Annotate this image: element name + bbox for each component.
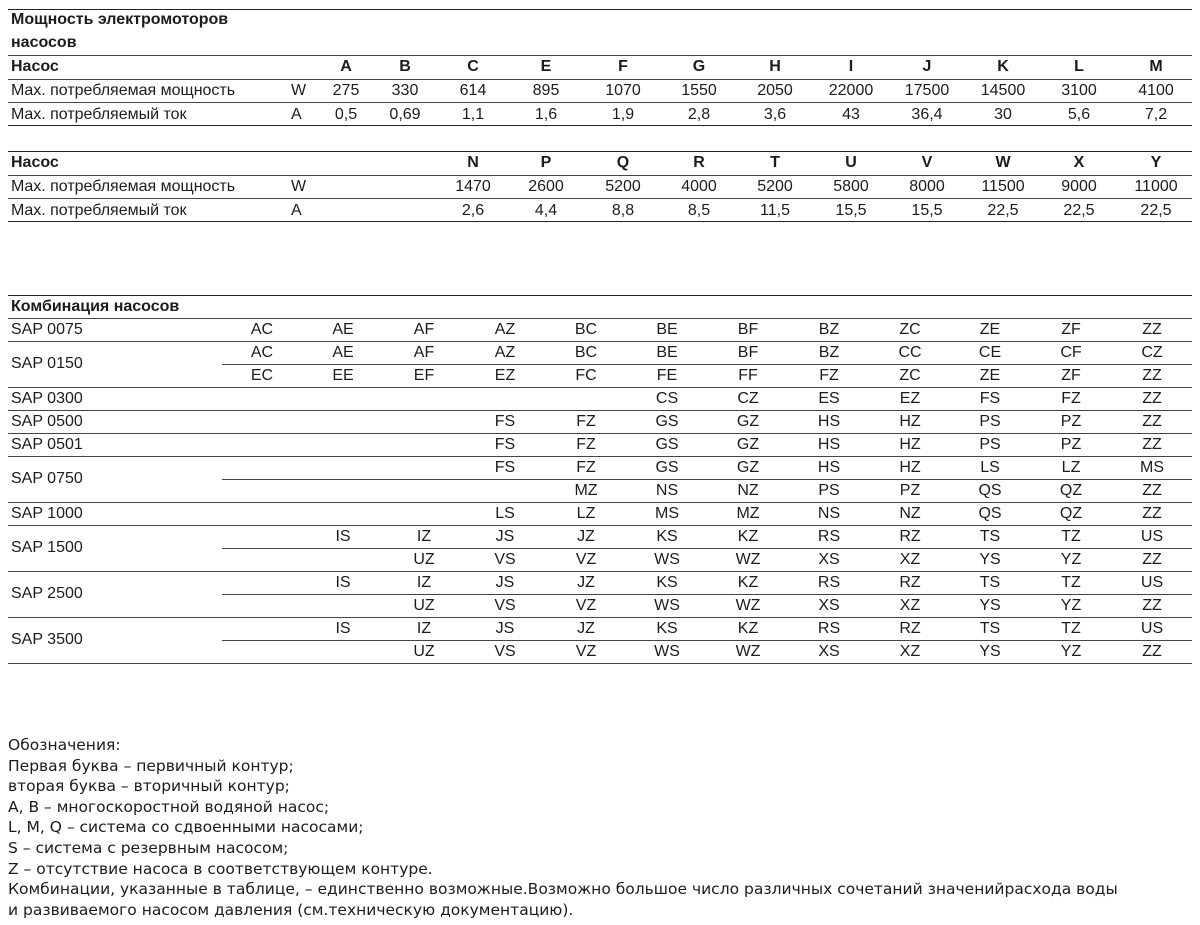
current-value: 22,5	[987, 202, 1019, 219]
combination-code: RZ	[899, 574, 921, 591]
combination-code: KS	[656, 528, 678, 545]
row-divider	[8, 410, 1192, 411]
current-value: 5,6	[1067, 106, 1091, 123]
current-value: 43	[842, 106, 860, 123]
combination-code: FS	[494, 413, 516, 430]
combination-code: ZZ	[1142, 436, 1162, 453]
combination-code: BF	[737, 344, 759, 361]
combination-code: IZ	[416, 528, 432, 545]
table-bottom-rule	[8, 221, 1192, 222]
sub-row-divider	[222, 594, 1192, 595]
pump-letter: H	[769, 58, 781, 75]
current-value: 1,9	[611, 106, 635, 123]
combination-code: HS	[817, 413, 841, 430]
legend-line: A, B – многоскоростной водяной насос;	[8, 797, 330, 816]
combination-code: PS	[818, 482, 840, 499]
pump-letter: M	[1149, 58, 1163, 75]
pump-letter: E	[540, 58, 552, 75]
combination-code: BC	[574, 344, 598, 361]
combination-code: RZ	[899, 528, 921, 545]
pump-letter: F	[618, 58, 628, 75]
combination-code: RS	[817, 620, 841, 637]
combination-code: JS	[495, 528, 515, 545]
combination-code: YS	[979, 643, 1001, 660]
current-value: 15,5	[835, 202, 867, 219]
combination-code: QZ	[1059, 505, 1083, 522]
combination-code: CE	[978, 344, 1002, 361]
combination-code: FE	[656, 367, 678, 384]
pump-letter: K	[997, 58, 1009, 75]
combination-code: KZ	[737, 574, 759, 591]
combination-code: US	[1140, 620, 1164, 637]
sap-model-label: SAP 2500	[11, 585, 83, 602]
combination-code: RS	[817, 528, 841, 545]
table-bottom-rule	[8, 125, 1192, 126]
pump-letter: V	[921, 154, 933, 171]
combination-code: QZ	[1059, 482, 1083, 499]
combination-code: AF	[413, 344, 435, 361]
combination-code: JS	[495, 574, 515, 591]
combination-code: XS	[818, 597, 840, 614]
combination-code: AF	[413, 321, 435, 338]
pump-letter: X	[1073, 154, 1085, 171]
combination-code: VZ	[575, 597, 597, 614]
combination-code: KZ	[737, 528, 759, 545]
combination-code: AZ	[494, 344, 516, 361]
pump-letter: Y	[1150, 154, 1162, 171]
combination-code: CZ	[1141, 344, 1163, 361]
legend-line: Обозначения:	[8, 736, 121, 754]
combination-code: BE	[656, 344, 678, 361]
power-value: 9000	[1061, 178, 1097, 195]
combination-code: BZ	[818, 321, 840, 338]
combination-code: FZ	[576, 436, 596, 453]
combination-code: ZZ	[1142, 643, 1162, 660]
combination-code: JS	[495, 620, 515, 637]
combination-code: RS	[817, 574, 841, 591]
combination-code: ZZ	[1142, 551, 1162, 568]
legend-line: Первая буква – первичный контур;	[8, 756, 294, 775]
power-value: 11500	[981, 178, 1025, 195]
combination-code: QS	[978, 505, 1002, 522]
combination-code: GS	[655, 413, 679, 430]
combination-code: LS	[980, 459, 1000, 476]
combination-code: PZ	[899, 482, 921, 499]
combination-code: KS	[656, 620, 678, 637]
sap-model-label: SAP 0300	[11, 389, 83, 407]
combination-code: JZ	[577, 574, 595, 591]
combination-code: US	[1140, 574, 1164, 591]
combination-code: YZ	[1060, 551, 1082, 568]
combination-code: WS	[654, 597, 680, 614]
combination-code: BZ	[818, 344, 840, 361]
unit-label: A	[291, 106, 302, 123]
combination-code: PS	[979, 413, 1001, 430]
legend-line: L, M, Q – система со сдвоенными насосами;	[8, 818, 364, 837]
combination-code: CZ	[737, 390, 759, 407]
combination-code: FF	[738, 367, 758, 384]
sap-model-label: SAP 0501	[11, 435, 83, 453]
pump-letter: T	[770, 154, 780, 171]
combination-code: YS	[979, 597, 1001, 614]
combination-code: TS	[979, 620, 1001, 637]
unit-label: W	[291, 178, 307, 195]
combination-code: AC	[250, 321, 274, 338]
combination-code: XZ	[899, 597, 921, 614]
power-value: 3100	[1061, 82, 1097, 99]
table-top-rule	[8, 151, 1192, 152]
power-value: 4000	[681, 178, 717, 195]
sap-model-label: SAP 1500	[11, 539, 83, 556]
combination-code: RZ	[899, 620, 921, 637]
sap-model-label: SAP 1000	[11, 504, 83, 522]
row-divider	[8, 525, 1192, 526]
combination-code: XS	[818, 643, 840, 660]
row-divider	[8, 663, 1192, 664]
current-value: 1,1	[461, 106, 485, 123]
combination-code: MS	[655, 505, 679, 522]
combination-code: AC	[250, 344, 274, 361]
combination-code: QS	[978, 482, 1002, 499]
current-value: 2,8	[687, 106, 711, 123]
combination-code: ZZ	[1142, 597, 1162, 614]
current-value: 0,69	[389, 106, 421, 123]
row-divider	[8, 617, 1192, 618]
combination-code: CC	[898, 344, 922, 361]
combination-code: PS	[979, 436, 1001, 453]
pump-letter: P	[540, 154, 552, 171]
combination-code: US	[1140, 528, 1164, 545]
combination-code: IS	[335, 620, 351, 637]
combination-code: GS	[655, 459, 679, 476]
combination-code: ZZ	[1142, 367, 1162, 384]
combination-code: GS	[655, 436, 679, 453]
combination-code: AE	[332, 344, 354, 361]
combination-code: XZ	[899, 551, 921, 568]
legend-line: S – система с резервным насосом;	[8, 839, 289, 857]
combination-code: KS	[656, 574, 678, 591]
combination-code: EZ	[899, 390, 921, 407]
section-title: Комбинация насосов	[11, 298, 180, 315]
combination-code: VS	[494, 597, 516, 614]
row-divider	[8, 387, 1192, 388]
power-value: 4100	[1138, 82, 1174, 99]
combination-code: WS	[654, 551, 680, 568]
combination-code: FS	[979, 390, 1001, 407]
combination-code: MS	[1140, 459, 1164, 476]
power-value: 2600	[528, 178, 564, 195]
sap-model-label: SAP 0075	[11, 320, 83, 338]
combination-code: ZE	[979, 367, 1001, 384]
current-value: 7,2	[1144, 106, 1168, 123]
sap-model-label: SAP 0750	[11, 470, 83, 487]
sap-model-label: SAP 0500	[11, 412, 83, 430]
combination-code: VS	[494, 643, 516, 660]
combination-code: HS	[817, 436, 841, 453]
combination-code: GZ	[736, 459, 760, 476]
power-value: 17500	[904, 82, 950, 99]
combination-code: UZ	[413, 551, 435, 568]
combination-code: GZ	[736, 413, 760, 430]
combination-code: HZ	[899, 436, 921, 453]
row-divider	[8, 341, 1192, 342]
combination-code: IS	[335, 528, 351, 545]
combination-code: WS	[654, 643, 680, 660]
combination-code: ZC	[899, 321, 921, 338]
combination-code: HZ	[899, 459, 921, 476]
combination-code: NS	[817, 505, 841, 522]
sub-row-divider	[222, 364, 1192, 365]
combination-code: AE	[332, 321, 354, 338]
row-divider	[8, 102, 1192, 103]
combination-code: UZ	[413, 643, 435, 660]
combination-code: BC	[574, 321, 598, 338]
current-value: 1,6	[534, 106, 558, 123]
combination-code: TZ	[1061, 620, 1081, 637]
pump-letter: G	[692, 58, 706, 75]
combination-code: AZ	[494, 321, 516, 338]
power-value: 8000	[909, 178, 945, 195]
legend-line: Z – отсутствие насоса в соответствующем контуре.	[8, 859, 433, 878]
combination-code: XZ	[899, 643, 921, 660]
combination-code: VZ	[575, 551, 597, 568]
pump-letter: L	[1074, 58, 1084, 75]
row-divider	[8, 502, 1192, 503]
combination-code: FS	[494, 436, 516, 453]
row-label: Max. потребляемый ток	[11, 106, 187, 123]
combination-code: NS	[655, 482, 679, 499]
combination-code: XS	[818, 551, 840, 568]
pump-letter: N	[467, 154, 479, 171]
pump-letter: C	[467, 58, 479, 75]
row-label: Max. потребляемая мощность	[11, 82, 236, 99]
combination-code: TS	[979, 528, 1001, 545]
combination-code: ZZ	[1142, 321, 1162, 338]
row-label: Max. потребляемая мощность	[11, 178, 236, 195]
power-value: 330	[391, 82, 419, 99]
table-top-rule	[8, 9, 1192, 10]
combination-code: UZ	[413, 597, 435, 614]
combination-code: EF	[413, 367, 435, 384]
pump-letter: A	[340, 58, 352, 75]
power-value: 11000	[1134, 178, 1178, 195]
combination-code: EE	[332, 367, 354, 384]
legend-line: Комбинации, указанные в таблице, – единственно возможные.Возможно большое число различных сочетаний значенийрасхода воды	[8, 880, 1118, 899]
pump-letter: Q	[616, 154, 630, 171]
combination-code: MZ	[574, 482, 598, 499]
pump-letter: U	[845, 154, 857, 171]
sub-row-divider	[222, 479, 1192, 480]
row-divider	[8, 175, 1192, 176]
combination-code: HS	[817, 459, 841, 476]
combination-code: JZ	[577, 620, 595, 637]
combination-code: PZ	[1060, 413, 1082, 430]
power-value: 5800	[833, 178, 869, 195]
combination-code: ZF	[1061, 367, 1081, 384]
combination-code: ZE	[979, 321, 1001, 338]
combination-code: TZ	[1061, 574, 1081, 591]
table-top-rule	[8, 295, 1192, 296]
combination-code: CF	[1060, 344, 1082, 361]
power-value: 275	[332, 82, 360, 99]
combination-code: NZ	[737, 482, 759, 499]
power-value: 2050	[757, 82, 793, 99]
combination-code: BE	[656, 321, 678, 338]
power-value: 1470	[455, 178, 491, 195]
row-divider	[8, 55, 1192, 56]
row-divider	[8, 433, 1192, 434]
current-value: 2,6	[461, 202, 485, 219]
combination-code: FZ	[819, 367, 839, 384]
pump-letter: R	[693, 154, 705, 171]
pump-letter: B	[399, 58, 411, 75]
combination-code: IZ	[416, 574, 432, 591]
power-value: 14500	[980, 82, 1026, 99]
row-label: Max. потребляемый ток	[11, 202, 187, 219]
legend-line: и развиваемого насосом давления (см.техническую документацию).	[8, 900, 574, 919]
power-value: 22000	[828, 82, 874, 99]
combination-code: BF	[737, 321, 759, 338]
current-value: 22,5	[1063, 202, 1095, 219]
row-divider	[8, 79, 1192, 80]
combination-code: LZ	[576, 505, 596, 522]
combination-code: YS	[979, 551, 1001, 568]
combination-code: VZ	[575, 643, 597, 660]
pump-letter: W	[995, 154, 1011, 171]
pump-letter: I	[848, 58, 854, 75]
row-divider	[8, 318, 1192, 319]
unit-label: A	[291, 202, 302, 219]
row-divider	[8, 198, 1192, 199]
combination-code: WZ	[735, 643, 761, 660]
sub-row-divider	[222, 640, 1192, 641]
sap-model-label: SAP 3500	[11, 631, 83, 648]
combination-code: IZ	[416, 620, 432, 637]
power-value: 895	[532, 82, 560, 99]
current-value: 11,5	[760, 202, 790, 219]
combination-code: KZ	[737, 620, 759, 637]
combination-code: VS	[494, 551, 516, 568]
section-title: Мощность электромоторов	[11, 11, 229, 28]
current-value: 36,4	[911, 106, 943, 123]
unit-label: W	[291, 82, 307, 99]
combination-code: GZ	[736, 436, 760, 453]
combination-code: WZ	[735, 551, 761, 568]
combination-code: LZ	[1061, 459, 1081, 476]
sap-model-label: SAP 0150	[11, 355, 83, 372]
combination-code: FZ	[576, 459, 596, 476]
power-value: 5200	[757, 178, 793, 195]
legend-line: вторая буква – вторичный контур;	[8, 777, 290, 796]
power-value: 1550	[681, 82, 717, 99]
current-value: 4,4	[534, 202, 558, 219]
combination-code: TS	[979, 574, 1001, 591]
power-value: 5200	[605, 178, 641, 195]
combination-code: ZZ	[1142, 505, 1162, 522]
row-divider	[8, 571, 1192, 572]
current-value: 15,5	[911, 202, 943, 219]
pump-letter: J	[922, 58, 932, 75]
combination-code: ZZ	[1142, 390, 1162, 407]
combination-code: ZF	[1061, 321, 1081, 338]
combination-code: EC	[250, 367, 274, 384]
row-divider	[8, 456, 1192, 457]
pump-header-label: Насос	[11, 58, 59, 75]
combination-code: YZ	[1060, 643, 1082, 660]
combination-code: ES	[818, 390, 840, 407]
pump-header-label: Насос	[11, 154, 59, 171]
power-value: 1070	[605, 82, 641, 99]
sub-row-divider	[222, 548, 1192, 549]
combination-code: ZZ	[1142, 413, 1162, 430]
combination-code: FS	[494, 459, 516, 476]
combination-code: ZZ	[1142, 482, 1162, 499]
current-value: 30	[994, 106, 1012, 123]
combination-code: IS	[335, 574, 351, 591]
combination-code: PZ	[1060, 436, 1082, 453]
combination-code: CS	[655, 390, 679, 407]
power-value: 614	[459, 82, 487, 99]
combination-code: EZ	[494, 367, 516, 384]
current-value: 0,5	[334, 106, 358, 123]
current-value: 22,5	[1140, 202, 1172, 219]
combination-code: ZC	[899, 367, 921, 384]
combination-code: LS	[495, 505, 515, 522]
combination-code: MZ	[736, 505, 760, 522]
combination-code: FZ	[576, 413, 596, 430]
combination-code: FZ	[1061, 390, 1081, 407]
combination-code: JZ	[577, 528, 595, 545]
combination-code: YZ	[1060, 597, 1082, 614]
current-value: 8,8	[611, 202, 635, 219]
current-value: 3,6	[763, 106, 787, 123]
combination-code: NZ	[899, 505, 921, 522]
combination-code: FC	[575, 367, 597, 384]
combination-code: WZ	[735, 597, 761, 614]
current-value: 8,5	[687, 202, 711, 219]
section-title: насосов	[11, 34, 77, 51]
combination-code: TZ	[1061, 528, 1081, 545]
combination-code: HZ	[899, 413, 921, 430]
